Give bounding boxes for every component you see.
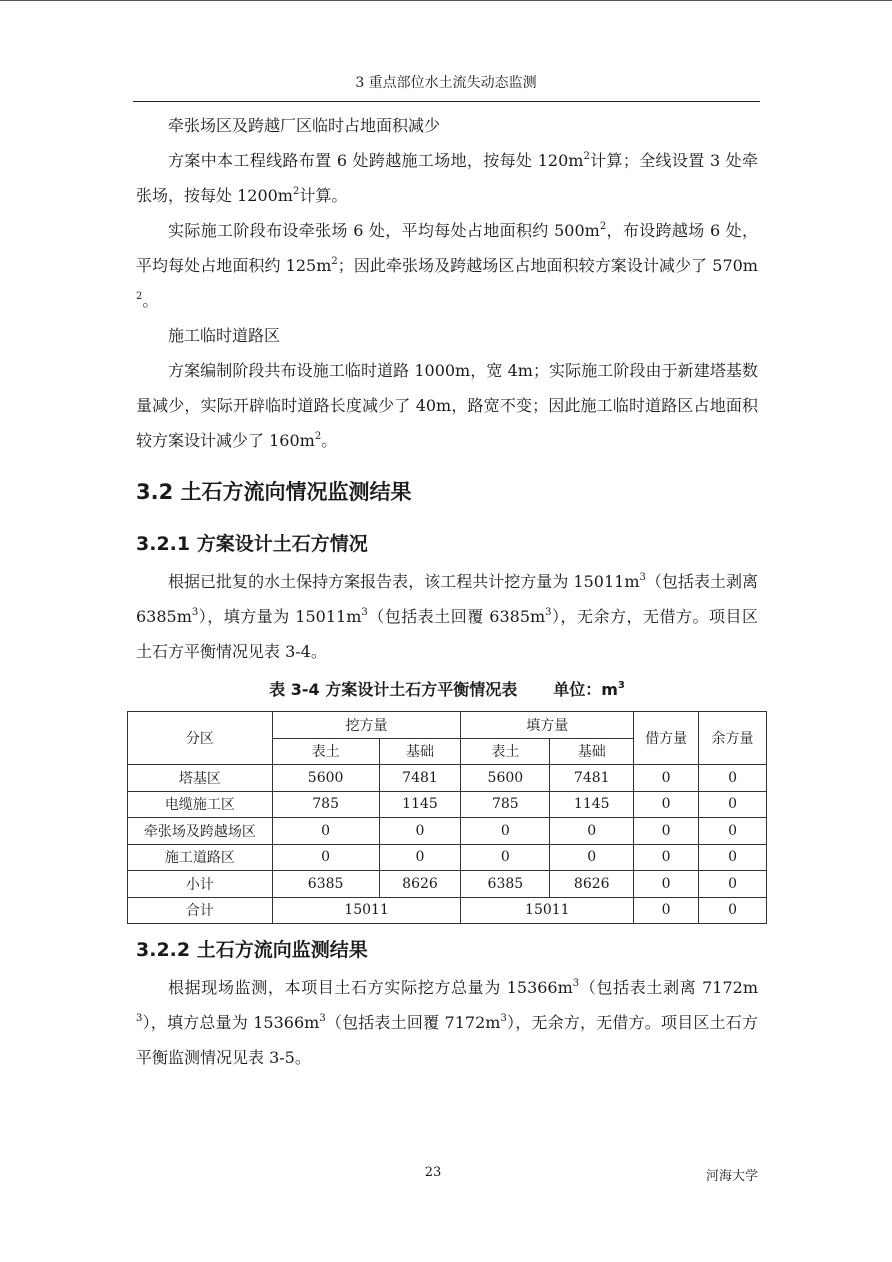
table-cell: 电缆施工区 — [128, 791, 273, 818]
table-cell: 0 — [550, 818, 634, 845]
table-cell: 785 — [272, 791, 379, 818]
table-cell: 785 — [461, 791, 550, 818]
table-cell: 8626 — [550, 871, 634, 898]
table-cell: 6385 — [272, 871, 379, 898]
table-row — [128, 818, 767, 845]
header-borrow: 借方量 — [634, 712, 699, 765]
table-cell: 小计 — [128, 871, 273, 898]
total-label: 合计 — [128, 897, 273, 924]
total-surplus: 0 — [699, 897, 767, 924]
page-content — [136, 108, 758, 1075]
header-cut-foundation: 基础 — [379, 738, 461, 765]
table-cell: 0 — [379, 844, 461, 871]
section-heading-3-2-1: 3.2.1 方案设计土石方情况 — [136, 533, 368, 555]
table-cell: 0 — [634, 871, 699, 898]
section-heading-3-2: 3.2 土石方流向情况监测结果 — [136, 480, 412, 504]
table-cell: 施工道路区 — [128, 844, 273, 871]
earthwork-balance-table — [127, 711, 767, 924]
table-cell: 0 — [699, 791, 767, 818]
table-cell: 0 — [699, 871, 767, 898]
table-cell: 5600 — [461, 765, 550, 792]
subsection-pull-field: 牵张场区及跨越厂区临时占地面积减少 — [168, 116, 441, 135]
total-borrow: 0 — [634, 897, 699, 924]
paragraph-actual-sites: 实际施工阶段布设牵张场 6 处，平均每处占地面积约 $500m^2$，布设跨越场 6 处，平均每处占地面积约 $125m^2$；因此牵张场及跨越场区占地面积较方案设计减少了 $570m^2$。 — [136, 221, 758, 310]
table-cell: 0 — [699, 765, 767, 792]
table-row — [128, 791, 767, 818]
table-cell: 0 — [461, 844, 550, 871]
table-cell: 0 — [379, 818, 461, 845]
table-cell: 0 — [272, 844, 379, 871]
page-number: 23 — [424, 1165, 442, 1180]
table-cell: 7481 — [379, 765, 461, 792]
table-cell: 0 — [634, 818, 699, 845]
header-zone: 分区 — [128, 712, 273, 765]
table-cell: 8626 — [379, 871, 461, 898]
table-row-subtotal — [128, 871, 767, 898]
subsection-temp-road: 施工临时道路区 — [168, 326, 281, 345]
header-cut: 挖方量 — [272, 712, 461, 739]
table-cell: 6385 — [461, 871, 550, 898]
table-cell: 0 — [699, 844, 767, 871]
total-fill: 15011 — [461, 897, 634, 924]
header-fill: 填方量 — [461, 712, 634, 739]
paragraph-plan-sites: 方案中本工程线路布置 6 处跨越施工场地，按每处 $120m^2$计算；全线设置 3 处牵张场，按每处 $1200m^2$计算。 — [136, 151, 758, 205]
paragraph-temp-road: 方案编制阶段共布设施工临时道路 1000m，宽 4m；实际施工阶段由于新建塔基数量减少，实际开辟临时道路长度减少了 40m，路宽不变；因此施工临时道路区占地面积较方案设计减少了 $160m^2$。 — [136, 361, 758, 450]
table-row-total — [128, 897, 767, 924]
table-cell: 0 — [634, 765, 699, 792]
header-surplus: 余方量 — [699, 712, 767, 765]
table-cell: 0 — [634, 844, 699, 871]
table-cell: 0 — [634, 791, 699, 818]
table-cell: 0 — [550, 844, 634, 871]
table-cell: 塔基区 — [128, 765, 273, 792]
table-cell: 牵张场及跨越场区 — [128, 818, 273, 845]
table-header-row — [128, 712, 767, 739]
header-fill-topsoil: 表土 — [461, 738, 550, 765]
table-row — [128, 765, 767, 792]
header-cut-topsoil: 表土 — [272, 738, 379, 765]
table-cell: 1145 — [379, 791, 461, 818]
total-cut: 15011 — [272, 897, 461, 924]
table-row — [128, 844, 767, 871]
section-heading-3-2-2: 3.2.2 土石方流向监测结果 — [136, 939, 368, 961]
header-rule — [133, 101, 760, 102]
table-cell: 1145 — [550, 791, 634, 818]
table-cell: 5600 — [272, 765, 379, 792]
table-cell: 0 — [272, 818, 379, 845]
running-header: 3 重点部位水土流失动态监测 — [355, 75, 537, 91]
table-cell: 0 — [461, 818, 550, 845]
paragraph-monitored-earthwork: 根据现场监测，本项目土石方实际挖方总量为 $15366m^3$（包括表土剥离 $7172m^3$），填方总量为 $15366m^3$（包括表土回覆 $7172m^3$），无余方，无借方。项目区土石方平衡监测情况见表 3-5。 — [136, 978, 758, 1067]
header-fill-foundation: 基础 — [550, 738, 634, 765]
table-cell: 7481 — [550, 765, 634, 792]
paragraph-plan-earthwork: 根据已批复的水土保持方案报告表，该工程共计挖方量为 $15011m^3$（包括表土剥离 $6385m^3$），填方量为 $15011m^3$（包括表土回覆 $6385m^3$），无余方，无借方。项目区土石方平衡情况见表 3-4。 — [136, 572, 758, 661]
table-caption: 表 3-4 方案设计土石方平衡情况表 单位：$m^3$ — [269, 680, 625, 699]
table-cell: 0 — [699, 818, 767, 845]
footer-school-name: 河海大学 — [706, 1169, 759, 1184]
